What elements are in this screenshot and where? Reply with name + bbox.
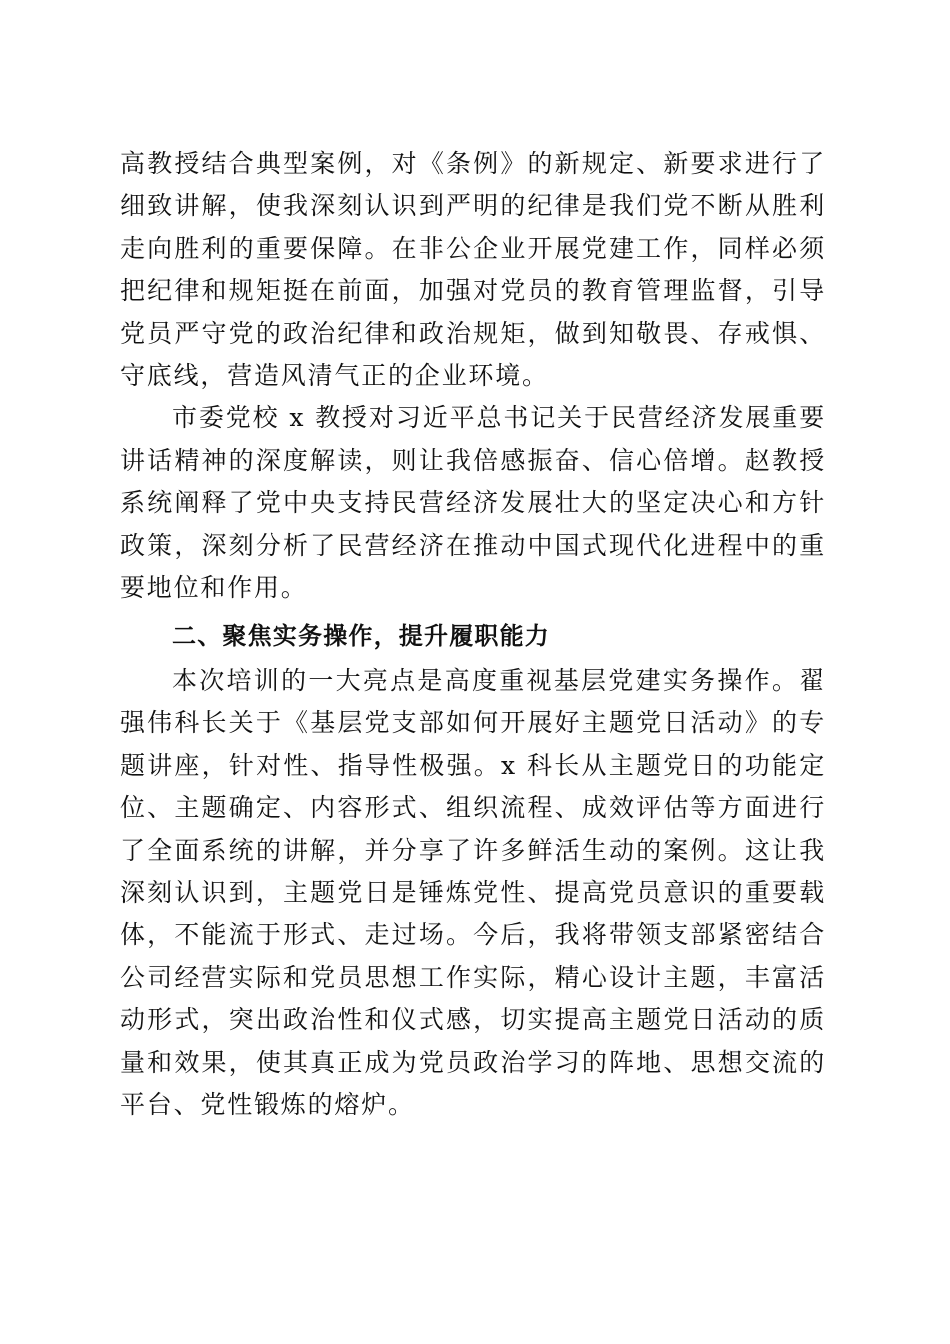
paragraph-practical-training: 本次培训的一大亮点是高度重视基层党建实务操作。翟强伟科长关于《基层党支部如何开展好主题党日活动》的专题讲座，针对性、指导性极强。x 科长从主题党日的功能定位、主题确定、内容形式、组织流程、成效评估等方面进行了全面系统的讲解，并分享了许多鲜活生动的案例。这让我深刻认识到，主题党日是锤炼党性、提高党员意识的重要载体，不能流于形式、走过场。今后，我将带领支部紧密结合公司经营实际和党员思想工作实际，精心设计主题，丰富活动形式，突出政治性和仪式感，切实提高主题党日活动的质量和效果，使其真正成为党员政治学习的阵地、思想交流的平台、党性锻炼的熔炉。 [120,665,826,1119]
section-heading: 二、聚焦实务操作，提升履职能力 [172,622,550,651]
paragraph-party-school-lecture: 市委党校 x 教授对习近平总书记关于民营经济发展重要讲话精神的深度解读，则让我倍感振奋、信心倍增。赵教授系统阐释了党中央支持民营经济发展壮大的坚定决心和方针政策，深刻分析了民营经济在推动中国式现代化进程中的重要地位和作用。 [120,403,826,603]
document-body [120,143,826,1126]
paragraph-continued: 高教授结合典型案例，对《条例》的新规定、新要求进行了细致讲解，使我深刻认识到严明的纪律是我们党不断从胜利走向胜利的重要保障。在非公企业开展党建工作，同样必须把纪律和规矩挺在前面，加强对党员的教育管理监督，引导党员严守党的政治纪律和政治规矩，做到知敬畏、存戒惧、守底线，营造风清气正的企业环境。 [120,149,826,391]
